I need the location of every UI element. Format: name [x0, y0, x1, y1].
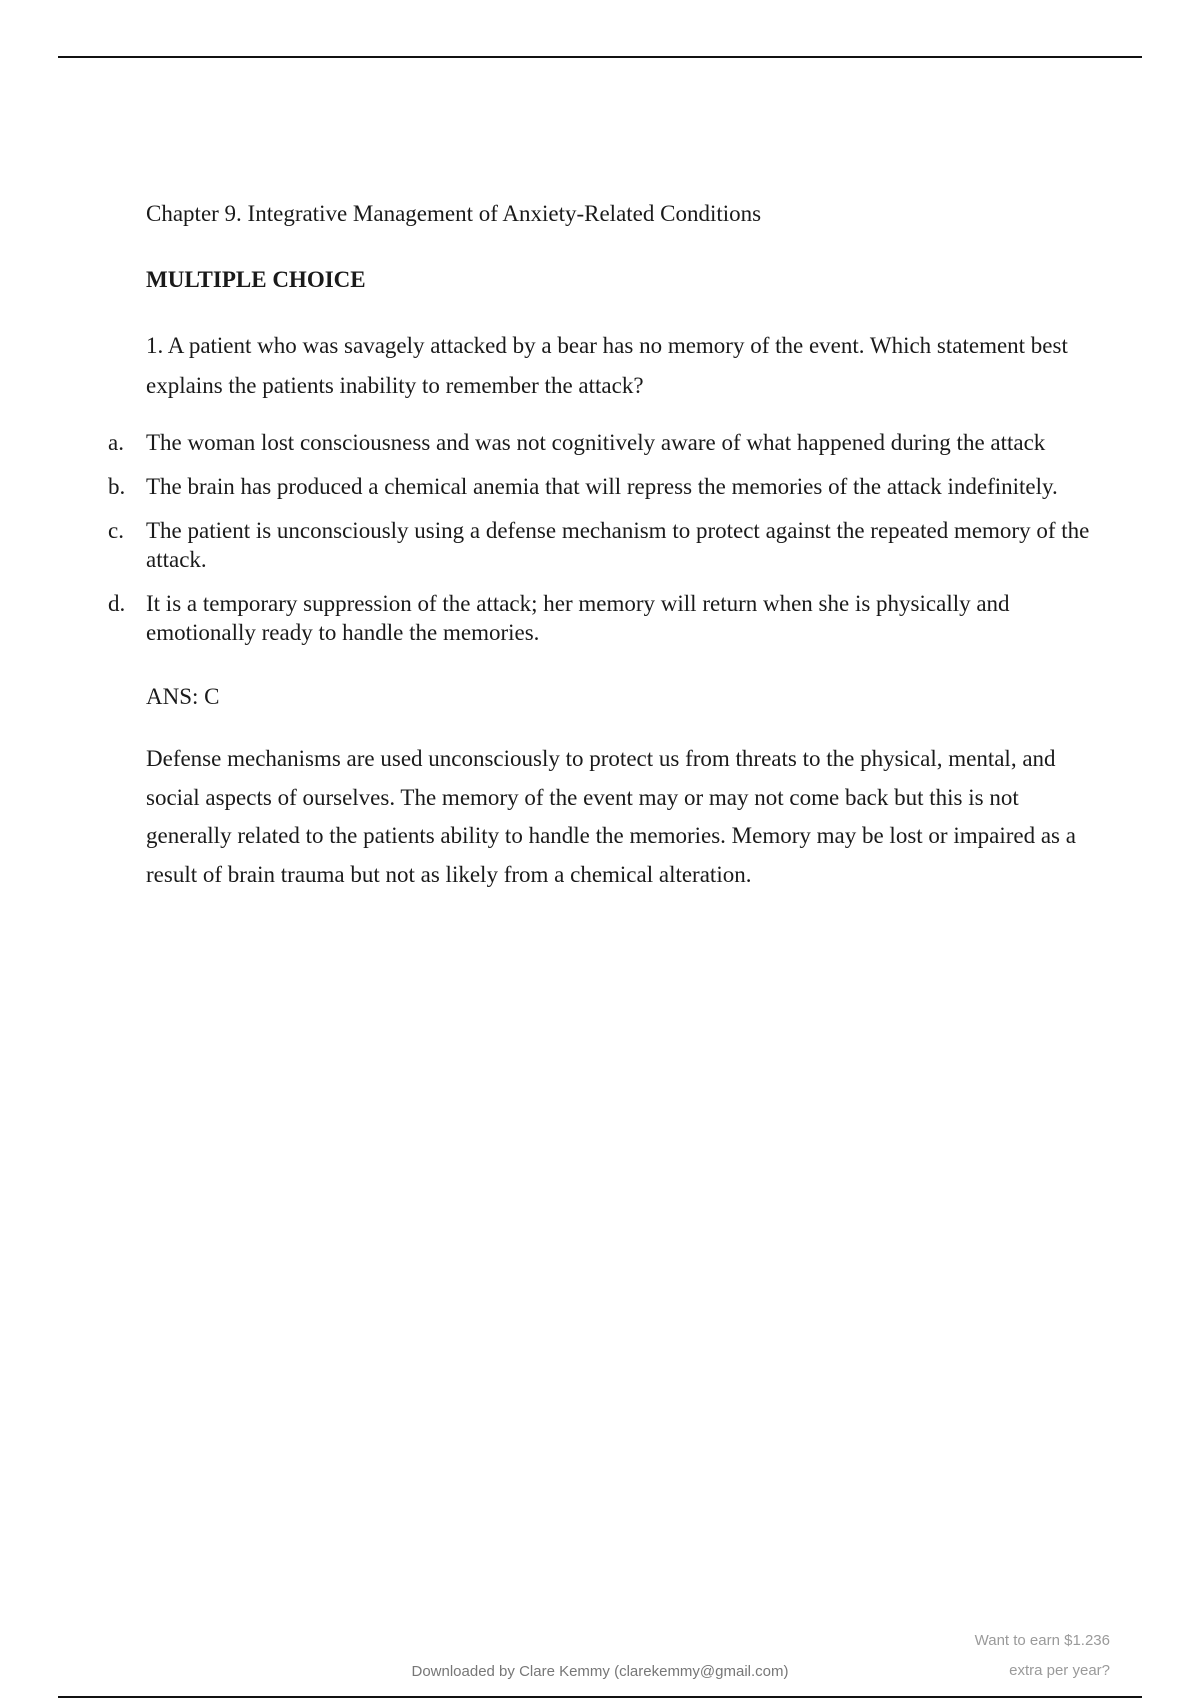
option-text: The brain has produced a chemical anemia that will repress the memories of the attack indefinitely. [146, 474, 1058, 499]
document-body [108, 196, 1096, 894]
top-divider [58, 56, 1142, 58]
option-letter: b. [108, 474, 126, 499]
chapter-title: Chapter 9. Integrative Management of Anxiety-Related Conditions [146, 201, 762, 226]
question-text: 1. A patient who was savagely attacked by a bear has no memory of the event. Which statement best explains the patients inability to remember the attack? [146, 333, 1068, 398]
option-b [108, 472, 1096, 501]
option-letter: c. [108, 518, 124, 543]
option-text: The patient is unconsciously using a defense mechanism to protect against the repeated memory of the attack. [146, 518, 1090, 572]
option-text: The woman lost consciousness and was not cognitively aware of what happened during the attack [146, 430, 1046, 455]
section-heading: MULTIPLE CHOICE [146, 267, 366, 292]
option-d [108, 589, 1096, 647]
option-letter: a. [108, 430, 124, 455]
option-text: It is a temporary suppression of the attack; her memory will return when she is physically and emotionally ready to handle the memories. [146, 591, 1010, 645]
bottom-divider [58, 1696, 1142, 1698]
option-a [108, 428, 1096, 457]
promo-line-2[interactable]: extra per year? [1009, 1662, 1110, 1679]
download-notice: Downloaded by Clare Kemmy (clarekemmy@gmail.com) [411, 1663, 789, 1680]
option-letter: d. [108, 591, 126, 616]
promo-line-1[interactable]: Want to earn $1.236 [974, 1632, 1110, 1649]
option-c [108, 516, 1096, 574]
answer-options [108, 428, 1096, 647]
answer-key: ANS: C [146, 684, 220, 709]
rationale-text: Defense mechanisms are used unconsciously to protect us from threats to the physical, mental, and social aspects of ourselves. The memory of the event may or may not come back but this is not generally related to the patients ability to handle the memories. Memory may be lost or impaired as a result of brain trauma but not as likely from a chemical alteration. [146, 746, 1076, 887]
